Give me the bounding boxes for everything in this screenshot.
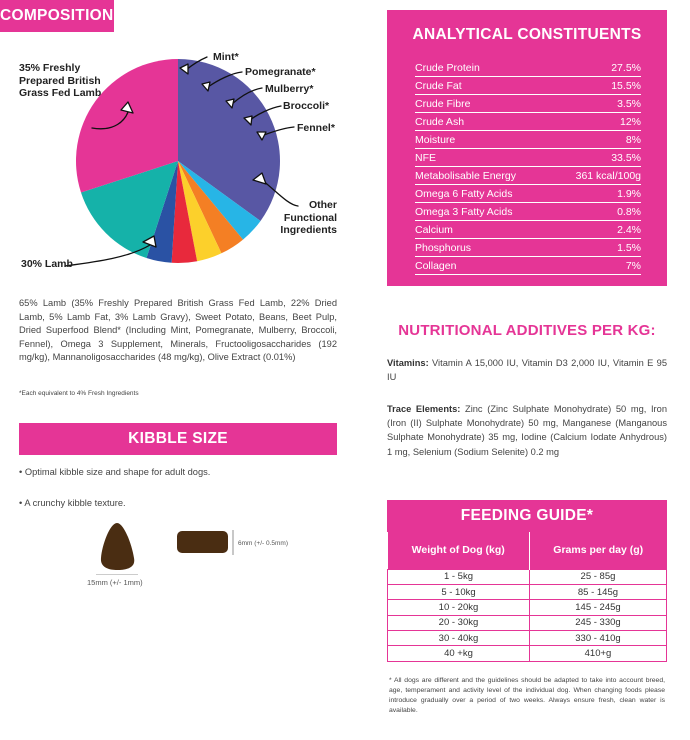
feeding-guide-table	[387, 532, 667, 662]
analytical-constituents-title: ANALYTICAL CONSTITUENTS	[412, 26, 642, 43]
table-row	[415, 149, 641, 167]
label-pomegranate: Pomegranate*	[245, 66, 316, 78]
constituent-value: 3.5%	[617, 98, 641, 110]
constituent-name: Metabolisable Energy	[415, 170, 516, 182]
constituent-value: 27.5%	[611, 62, 641, 74]
constituent-name: Crude Fibre	[415, 98, 471, 110]
weight-cell: 10 - 20kg	[388, 600, 530, 615]
constituent-name: Crude Ash	[415, 116, 465, 128]
table-row	[415, 59, 641, 77]
grams-cell: 410+g	[529, 646, 666, 661]
grams-cell: 85 - 145g	[529, 584, 666, 599]
label-broccoli: Broccoli*	[283, 100, 330, 112]
constituent-value: 15.5%	[611, 80, 641, 92]
grams-cell: 145 - 245g	[529, 600, 666, 615]
vitamins-text: Vitamin A 15,000 IU, Vitamin D3 2,000 IU, Vitamin E 95 IU	[387, 358, 667, 383]
table-row	[388, 631, 667, 646]
table-row	[415, 257, 641, 275]
analytical-constituents-table	[415, 59, 641, 275]
table-row	[415, 203, 641, 221]
table-row	[388, 584, 667, 599]
constituent-value: 2.4%	[617, 224, 641, 236]
constituent-name: Phosphorus	[415, 242, 472, 254]
constituent-value: 33.5%	[611, 152, 641, 164]
constituent-name: Calcium	[415, 224, 453, 236]
constituent-name: Omega 3 Fatty Acids	[415, 206, 513, 218]
constituent-value: 12%	[619, 116, 641, 128]
constituent-name: Collagen	[415, 260, 457, 272]
constituent-name: Moisture	[415, 134, 456, 146]
weight-cell: 30 - 40kg	[388, 631, 530, 646]
composition-text: 65% Lamb (35% Freshly Prepared British Grass Fed Lamb, 22% Dried Lamb, 5% Lamb Fat, 3% Lamb Gravy), Sweet Potato, Beans, Beet Pulp, Dried Superfood Blend* (Including Mint, Pomegranate, Mulberry, Broccoli, Fennel), Omega 3 Supplement, Minerals, Fructooligosaccharides (192 mg/kg), Mannanoligosaccharides (48 mg/kg), Olive Extract (0.01%)	[19, 298, 337, 363]
vitamins-label: Vitamins:	[387, 358, 429, 368]
kibble-height-label: 6mm (+/- 0.5mm)	[238, 540, 289, 547]
constituent-value: 361 kcal/100g	[575, 170, 641, 182]
grams-cell: 25 - 85g	[529, 569, 666, 584]
grams-cell: 245 - 330g	[529, 615, 666, 630]
nutritional-additives-title: NUTRITIONAL ADDITIVES PER KG:	[398, 322, 656, 339]
table-row	[415, 131, 641, 149]
weight-cell: 20 - 30kg	[388, 615, 530, 630]
feeding-guide-header	[387, 500, 667, 532]
table-row	[415, 167, 641, 185]
table-row	[388, 615, 667, 630]
weight-cell: 5 - 10kg	[388, 584, 530, 599]
kibble-size-header	[19, 423, 337, 455]
column-header-grams: Grams per day (g)	[529, 532, 666, 569]
table-row	[388, 569, 667, 584]
composition-title: COMPOSITION	[0, 7, 114, 24]
kibble-rectangle	[177, 531, 228, 553]
constituent-value: 1.5%	[617, 242, 641, 254]
label-mint: Mint*	[213, 51, 239, 63]
kibble-size-title: KIBBLE SIZE	[128, 430, 228, 447]
kibble-illustration	[80, 515, 260, 575]
label-fennel: Fennel*	[297, 122, 335, 134]
constituent-value: 1.9%	[617, 188, 641, 200]
grams-cell: 330 - 410g	[529, 631, 666, 646]
table-row	[415, 185, 641, 203]
analytical-constituents-panel	[387, 10, 667, 286]
composition-footnote: *Each equivalent to 4% Fresh Ingredients	[19, 390, 139, 397]
composition-header	[0, 0, 114, 32]
table-row	[415, 113, 641, 131]
table-row	[415, 221, 641, 239]
constituent-name: Crude Protein	[415, 62, 480, 74]
column-header-weight: Weight of Dog (kg)	[388, 532, 530, 569]
label-fresh-lamb: 35% Freshly Prepared British Grass Fed Lamb	[19, 62, 102, 99]
table-row	[415, 239, 641, 257]
constituent-name: Omega 6 Fatty Acids	[415, 188, 513, 200]
trace-elements-paragraph	[387, 402, 667, 459]
kibble-bullet-2: • A crunchy kibble texture.	[19, 498, 126, 508]
weight-cell: 40 +kg	[388, 646, 530, 661]
constituent-name: NFE	[415, 152, 436, 164]
table-row	[388, 600, 667, 615]
constituent-value: 0.8%	[617, 206, 641, 218]
constituent-value: 7%	[625, 260, 641, 272]
table-row	[388, 646, 667, 661]
table-row	[415, 95, 641, 113]
trace-elements-label: Trace Elements:	[387, 404, 461, 414]
label-other: Other Functional Ingredients	[280, 199, 337, 236]
label-lamb: 30% Lamb	[21, 258, 73, 270]
feeding-guide-note: * All dogs are different and the guidelines should be adapted to take into account breed, age, temperament and activity level of the individual dog. When changing foods please introduce gradually over a period of two weeks. Always ensure fresh, clean water is available.	[389, 677, 665, 714]
kibble-bullet-1: • Optimal kibble size and shape for adult dogs.	[19, 467, 211, 477]
feeding-guide-title: FEEDING GUIDE*	[460, 507, 594, 524]
vitamins-paragraph	[387, 356, 667, 384]
constituent-name: Crude Fat	[415, 80, 462, 92]
table-row	[415, 77, 641, 95]
constituent-value: 8%	[625, 134, 641, 146]
weight-cell: 1 - 5kg	[388, 569, 530, 584]
kibble-triangle	[101, 523, 134, 570]
kibble-width-label: 15mm (+/- 1mm)	[87, 578, 143, 587]
label-mulberry: Mulberry*	[265, 83, 314, 95]
trace-elements-text: Zinc (Zinc Sulphate Monohydrate) 50 mg, Iron (Iron (II) Sulphate Monohydrate) 50 mg, Manganese (Manganous Sulphate Monohydrate) 35 mg, Iodine (Calcium Iodate Anhydrous) 1 mg, Selenium (Sodium Selenite) 0.2 mg	[387, 404, 667, 457]
